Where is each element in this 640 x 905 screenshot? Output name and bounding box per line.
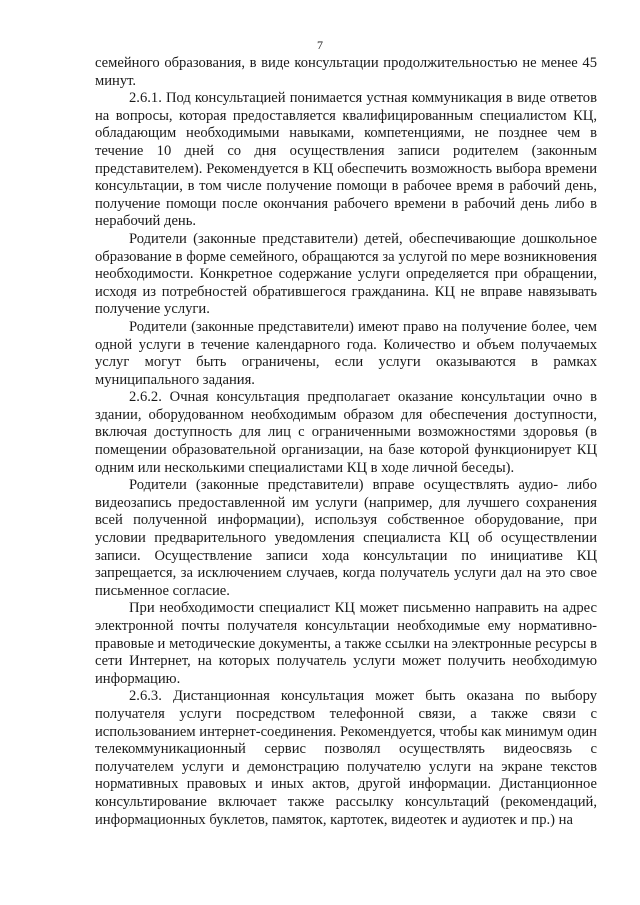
paragraph-email-documents: При необходимости специалист КЦ может письменно направить на адрес электронной почты получателя консультации необходимые ему нормативно-правовые и методические документы, а также ссылки на электронные ресурсы в сети Интернет, на которых получатель услуги может получить необходимую информацию. <box>95 600 597 687</box>
document-body <box>95 55 597 829</box>
paragraph-2-6-1: 2.6.1. Под консультацией понимается устная коммуникация в виде ответов на вопросы, которая предоставляется квалифицированным специалистом КЦ, обладающим необходимыми навыками, компетенциями, не позднее чем в течение 10 дней со дня осуществления записи родителем (законным представителем). Рекомендуется в КЦ обеспечить возможность выбора времени консультации, в том числе получение помощи в рабочее время в рабочий день, получение помощи после окончания рабочего времени в рабочий день либо в нерабочий день. <box>95 90 597 230</box>
paragraph-recording: Родители (законные представители) вправе осуществлять аудио- либо видеозапись предоставленной им услуги (например, для лучшего сохранения всей полученной информации), используя собственное оборудование, при условии предварительного уведомления специалиста КЦ об осуществлении записи. Осуществление записи хода консультации по инициативе КЦ запрещается, за исключением случаев, когда получатель услуги дал на это свое письменное согласие. <box>95 477 597 599</box>
paragraph-2-6-2: 2.6.2. Очная консультация предполагает оказание консультации очно в здании, оборудованном необходимым образом для обеспечения доступности, включая доступность для лиц с ограниченными возможностями здоровья (в помещении образовательной организации, на базе которой функционирует КЦ одним или несколькими специалистами КЦ в ходе личной беседы). <box>95 389 597 476</box>
paragraph-parents-apply: Родители (законные представители) детей, обеспечивающие дошкольное образование в форме семейного, обращаются за услугой по мере возникновения необходимости. Конкретное содержание услуги определяется при обращении, исходя из потребностей обратившегося гражданина. КЦ не вправе навязывать получение услуги. <box>95 230 597 318</box>
page-number: 7 <box>317 38 323 52</box>
paragraph-continuation: семейного образования, в виде консультации продолжительностью не менее 45 минут. <box>95 55 597 89</box>
paragraph-2-6-3: 2.6.3. Дистанционная консультация может быть оказана по выбору получателя услуги посредством телефонной связи, а также связи с использованием интернет-соединения. Рекомендуется, чтобы как минимум один телекоммуникационный сервис позволял осуществлять видеосвязь с получателем услуги и демонстрацию получателю услуги на экране текстов нормативных правовых и иных актов, другой информации. Дистанционное консультирование включает также рассылку консультаций (рекомендаций, информационных буклетов, памяток, картотек, видеотек и аудиотек и пр.) на <box>95 688 597 828</box>
paragraph-parents-rights: Родители (законные представители) имеют право на получение более, чем одной услуги в течение календарного года. Количество и объем получаемых услуг могут быть ограничены, если услуги оказываются в рамках муниципального задания. <box>95 318 597 388</box>
